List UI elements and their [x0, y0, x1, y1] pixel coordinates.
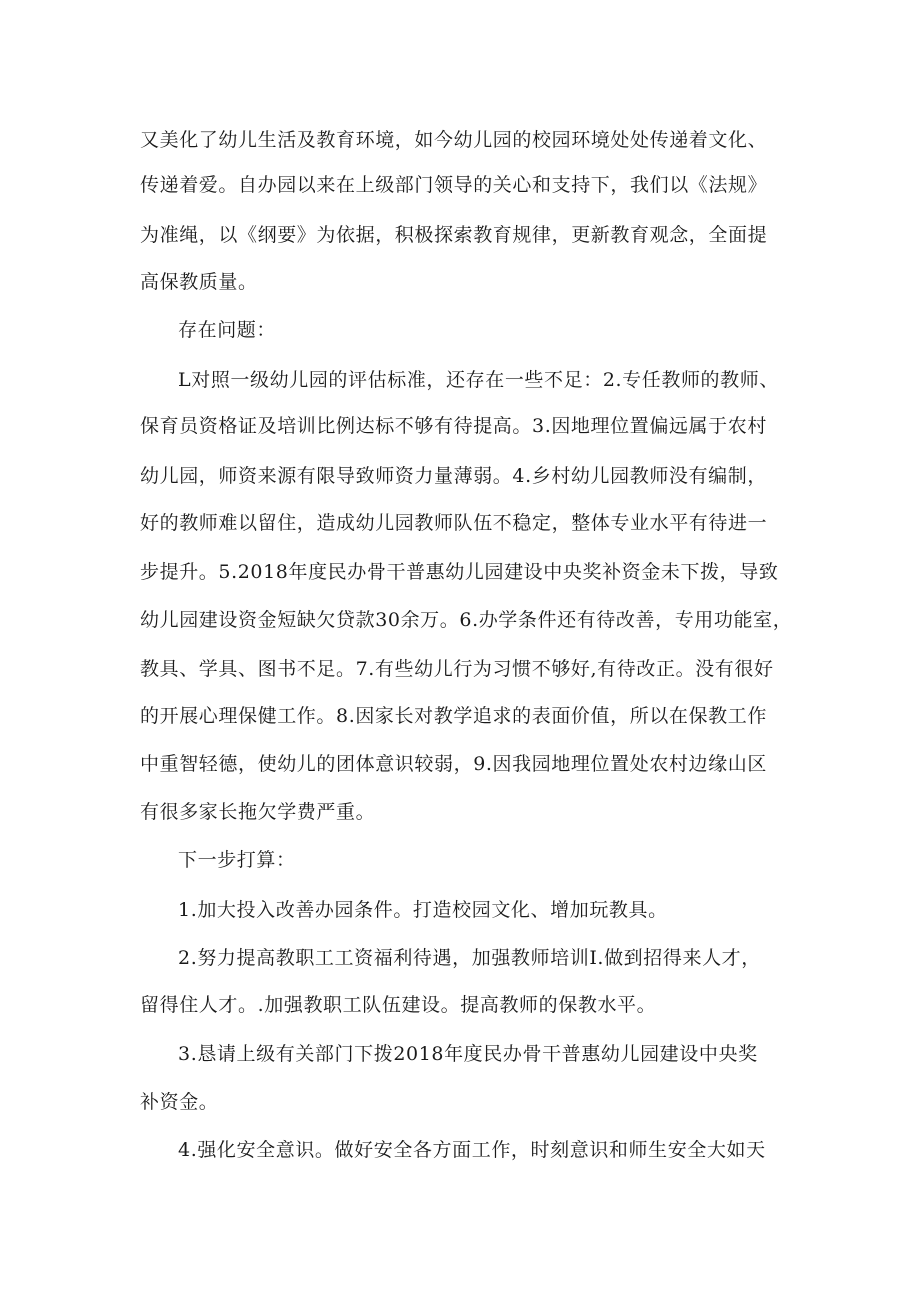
text-line: 传递着爱。自办园以来在上级部门领导的关心和支持下，我们以《法规》 [140, 174, 768, 196]
text-line: 为准绳，以《纲要》为依据，积极探索教育规律，更新教育观念，全面提 [140, 224, 768, 246]
text-line: 幼儿园建设资金短缺欠贷款30余万。6.办学条件还有待改善，专用功能室， [140, 609, 793, 631]
list-item: 1.加大投入改善办园条件。打造校园文化、增加玩教具。 [178, 899, 668, 921]
list-item: 2.努力提高教职工工资福利待遇，加强教师培训I.做到招得来人才， [178, 947, 761, 969]
list-item: 3.恳请上级有关部门下拨2018年度民办骨干普惠幼儿园建设中央奖 [178, 1043, 758, 1065]
text-line: 中重智轻德，使幼儿的团体意识较弱，9.因我园地理位置处农村边缘山区 [140, 753, 767, 775]
text-line: L对照一级幼儿园的评估标准，还存在一些不足：2.专任教师的教师、 [178, 369, 779, 391]
text-line: 又美化了幼儿生活及教育环境，如今幼儿园的校园环境处处传递着文化、 [140, 129, 768, 151]
list-item: 4.强化安全意识。做好安全各方面工作，时刻意识和师生安全大如天 [178, 1139, 766, 1161]
text-line: 幼儿园，师资来源有限导致师资力量薄弱。4.乡村幼儿园教师没有编制， [140, 465, 767, 487]
text-line: 步提升。5.2018年度民办骨干普惠幼儿园建设中央奖补资金未下拨，导致 [140, 561, 779, 583]
text-line: 有很多家长拖欠学费严重。 [140, 801, 376, 823]
text-line: 补资金。 [140, 1091, 219, 1113]
text-line: 保育员资格证及培训比例达标不够有待提高。3.因地理位置偏远属于农村 [140, 415, 767, 437]
text-line: 留得住人才。.加强教职工队伍建设。提高教师的保教水平。 [140, 994, 657, 1016]
section-heading-next-steps: 下一步打算： [178, 849, 296, 871]
section-heading-problems: 存在问题： [178, 319, 277, 341]
text-line: 高保教质量。 [140, 271, 258, 293]
text-line: 好的教师难以留住，造成幼儿园教师队伍不稳定，整体专业水平有待进一 [140, 512, 768, 534]
text-line: 的开展心理保健工作。8.因家长对教学追求的表面价值，所以在保教工作 [140, 705, 767, 727]
text-line: 教具、学具、图书不足。7.有些幼儿行为习惯不够好,有待改正。没有很好 [140, 658, 774, 680]
